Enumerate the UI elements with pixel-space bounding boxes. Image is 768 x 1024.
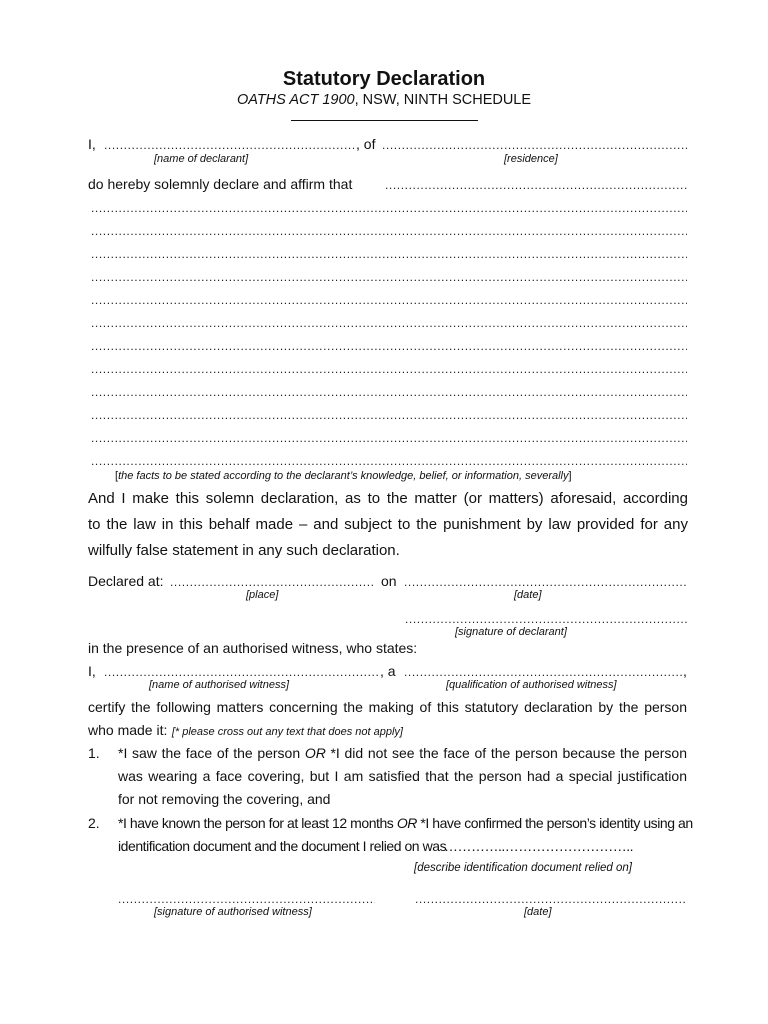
solemn-line-1: And I make this solemn declaration, as to the matter (or matters) aforesaid, according	[88, 490, 688, 507]
declarant-signature-field[interactable]	[405, 612, 687, 626]
declared-date-field[interactable]	[404, 575, 687, 589]
facts-field-line-5[interactable]	[91, 293, 687, 307]
document-title: Statutory Declaration	[282, 68, 486, 90]
item-2-number: 2.	[88, 815, 100, 831]
facts-field-line-0[interactable]	[385, 178, 687, 192]
cross-out-note: [* please cross out any text that does not apply]	[171, 726, 403, 738]
facts-field-line-6[interactable]	[91, 316, 687, 330]
item-2-text-b: *I have confirmed the person’s identity using an	[416, 815, 693, 831]
witness-signature-caption: [signature of authorised witness]	[154, 906, 312, 918]
affirm-text: do hereby solemnly declare and affirm that	[88, 176, 353, 192]
item-2-line-1	[118, 815, 693, 831]
identification-document-field[interactable]: …………..………………………..	[444, 838, 634, 854]
facts-field-line-9[interactable]	[91, 385, 687, 399]
facts-field-line-8[interactable]	[91, 362, 687, 376]
facts-caption-text: the facts to be stated according to the declarant’s knowledge, belief, or information, severally	[118, 470, 569, 482]
item-1-line-3: for not removing the covering, and	[118, 791, 331, 807]
certify-line-2	[88, 722, 403, 740]
witness-intro: in the presence of an authorised witness, who states:	[88, 640, 418, 656]
witness-name-caption: [name of authorised witness]	[149, 679, 290, 691]
on-label: on	[381, 573, 397, 589]
declarant-prefix: I,	[88, 136, 96, 152]
solemn-line-2: to the law in this behalf made – and subject to the punishment by law provided for any	[88, 516, 688, 533]
trailing-comma: ,	[683, 663, 687, 679]
witness-signature-field[interactable]	[118, 892, 375, 906]
bracket-close: ]	[568, 470, 572, 482]
witness-date-field[interactable]	[415, 892, 687, 906]
place-caption: [place]	[246, 589, 279, 601]
solemn-declaration-paragraph	[88, 486, 688, 564]
act-name: OATHS ACT 1900	[236, 92, 355, 108]
jurisdiction: , NSW, NINTH SCHEDULE	[354, 92, 532, 108]
witness-prefix: I,	[88, 663, 96, 679]
declarant-name-field[interactable]	[104, 138, 354, 152]
document-subtitle	[0, 92, 768, 108]
item-2-or: OR	[396, 815, 417, 831]
facts-field-line-12[interactable]	[91, 454, 687, 468]
facts-field-line-4[interactable]	[91, 270, 687, 284]
date-caption: [date]	[514, 589, 542, 601]
declarant-name-caption: [name of declarant]	[154, 153, 249, 165]
facts-field-line-1[interactable]	[91, 201, 687, 215]
certify-line-2-text: who made it:	[88, 722, 168, 738]
certify-line-1: certify the following matters concerning the making of this statutory declaration by the person	[88, 699, 687, 715]
item-1-or: OR	[304, 745, 326, 761]
witness-qualification-caption: [qualification of authorised witness]	[446, 679, 617, 691]
solemn-line-3: wilfully false statement in any such declaration.	[88, 542, 400, 559]
item-1-line-2: was wearing a face covering, but I am satisfied that the person had a special justification	[118, 768, 687, 784]
facts-caption	[115, 470, 572, 482]
item-2-line-2: identification document and the document I relied on was	[118, 838, 447, 854]
title-underline	[291, 120, 478, 121]
witness-date-caption: [date]	[524, 906, 552, 918]
id-document-caption: [describe identification document relied on]	[414, 862, 632, 874]
declarant-signature-caption: [signature of declarant]	[455, 626, 567, 638]
item-1-line-1	[118, 745, 687, 761]
item-1-text-b: *I did not see the face of the person because the person	[325, 745, 687, 761]
of-label: , of	[356, 136, 376, 152]
witness-qualification-field[interactable]	[404, 665, 684, 679]
item-2-text-a: *I have known the person for at least 12 months	[118, 815, 397, 831]
bracket-open: [	[115, 470, 119, 482]
declared-at-label: Declared at:	[88, 573, 164, 589]
residence-caption: [residence]	[504, 153, 558, 165]
facts-field-line-11[interactable]	[91, 431, 687, 445]
facts-field-line-3[interactable]	[91, 247, 687, 261]
item-1-text-a: *I saw the face of the person	[118, 745, 305, 761]
a-label: , a	[380, 663, 396, 679]
declared-place-field[interactable]	[170, 575, 375, 589]
witness-name-field[interactable]	[104, 665, 379, 679]
facts-field-line-2[interactable]	[91, 224, 687, 238]
facts-field-line-7[interactable]	[91, 339, 687, 353]
facts-field-line-10[interactable]	[91, 408, 687, 422]
item-1-number: 1.	[88, 745, 100, 761]
declarant-residence-field[interactable]	[382, 138, 687, 152]
